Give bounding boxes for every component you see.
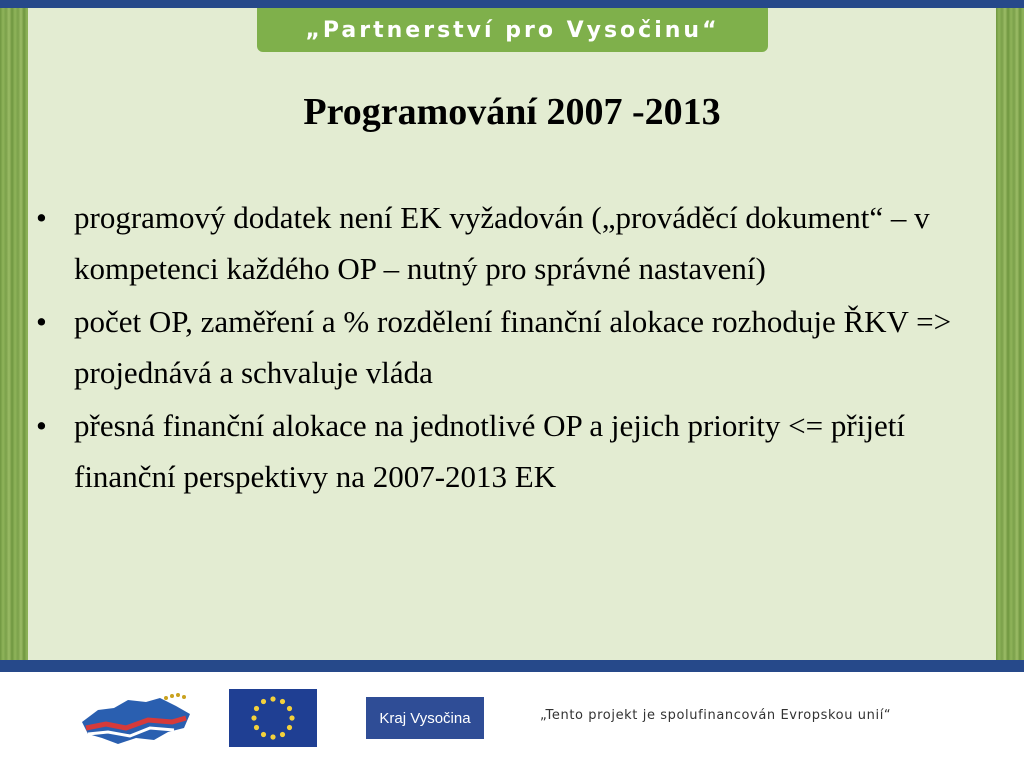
header-banner-text: „Partnerství pro Vysočinu“ (305, 17, 720, 43)
bottom-bar (0, 660, 1024, 672)
kraj-vysocina-logo (366, 697, 484, 739)
footer-note: „Tento projekt je spolufinancován Evropskou unií“ (540, 708, 892, 723)
bullet-text: programový dodatek není EK vyžadován („prováděcí dokument“ – v kompetenci každého OP – nutný pro správné nastavení) (74, 200, 930, 286)
bullet-text: počet OP, zaměření a % rozdělení finanční alokace rozhoduje ŘKV => projednává a schvaluje vláda (74, 304, 952, 390)
bullet-item (28, 192, 988, 294)
czech-map-logo (76, 688, 196, 750)
bullet-item (28, 400, 988, 502)
slide-title: Programování 2007 -2013 (303, 91, 721, 133)
eu-flag-logo (229, 689, 317, 747)
bullet-list (28, 192, 988, 504)
bullet-icon: • (36, 408, 47, 443)
bullet-icon: • (36, 200, 47, 235)
bullet-item (28, 296, 988, 398)
header-banner (257, 8, 768, 52)
bullet-text: přesná finanční alokace na jednotlivé OP a jejich priority <= přijetí finanční perspektivy na 2007-2013 EK (74, 408, 905, 494)
bullet-icon: • (36, 304, 47, 339)
kraj-logo-text: Kraj Vysočina (379, 709, 471, 727)
top-bar (0, 0, 1024, 8)
